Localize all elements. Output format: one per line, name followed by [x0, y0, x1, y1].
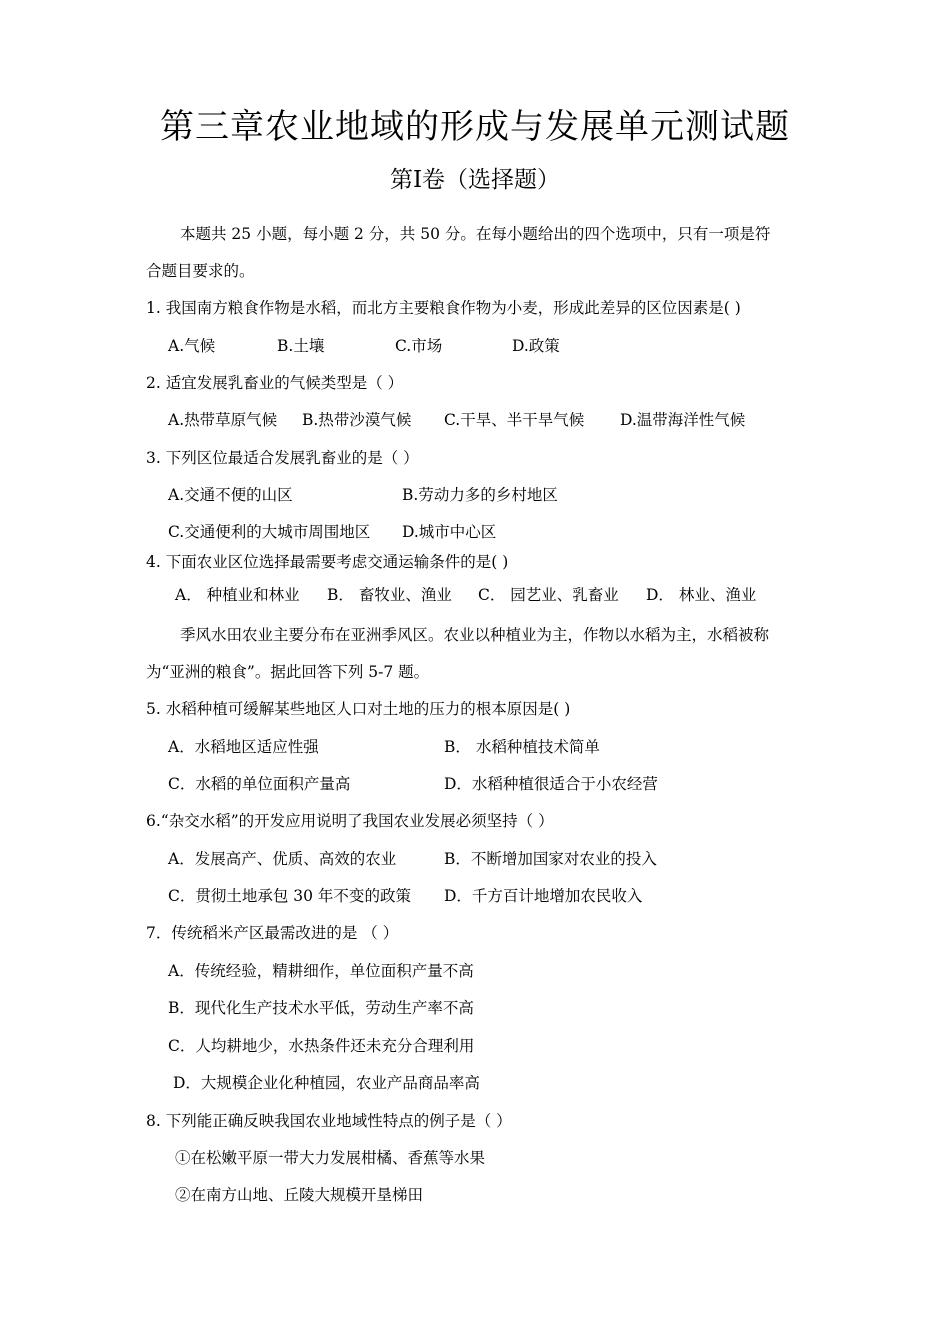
question-5-option-a: A．水稻地区适应性强	[168, 738, 319, 756]
question-2-option-c: C.干旱、半干旱气候	[444, 411, 585, 429]
question-8-item-1: ①在松嫩平原一带大力发展柑橘、香蕉等水果	[175, 1149, 486, 1167]
question-1-option-b: B.土壤	[277, 337, 325, 355]
question-4-option-a: A． 种植业和林业	[175, 586, 300, 604]
intro-line-1: 本题共 25 小题，每小题 2 分，共 50 分。在每小题给出的四个选项中，只有一项是符	[180, 225, 771, 243]
question-4-stem: 4. 下面农业区位选择最需要考虑交通运输条件的是( )	[146, 553, 509, 571]
question-2-option-b: B.热带沙漠气候	[302, 411, 412, 429]
question-3-option-b: B.劳动力多的乡村地区	[402, 486, 558, 504]
question-6-stem: 6.“杂交水稻”的开发应用说明了我国农业发展必须坚持（ ）	[146, 812, 554, 830]
question-4-option-b: B． 畜牧业、渔业	[327, 586, 452, 604]
question-1-option-c: C.市场	[395, 337, 443, 355]
question-1-option-a: A.气候	[168, 337, 216, 355]
question-6-option-b: B．不断增加国家对农业的投入	[444, 850, 657, 868]
question-5-option-b: B． 水稻种植技术简单	[444, 738, 600, 756]
question-2-option-a: A.热带草原气候	[168, 411, 278, 429]
question-7-option-c: C．人均耕地少，水热条件还未充分合理利用	[168, 1037, 475, 1055]
question-2-option-d: D.温带海洋性气候	[620, 411, 746, 429]
passage-line-1: 季风水田农业主要分布在亚洲季风区。农业以种植业为主，作物以水稻为主，水稻被称	[180, 626, 770, 644]
question-3-option-c: C.交通便利的大城市周围地区	[168, 523, 371, 541]
question-6-option-d: D．千方百计地增加农民收入	[444, 887, 643, 905]
page-title: 第三章农业地域的形成与发展单元测试题	[160, 107, 790, 147]
passage-line-2: 为“亚洲的粮食”。据此回答下列 5-7 题。	[146, 663, 430, 681]
question-5-stem: 5. 水稻种植可缓解某些地区人口对土地的压力的根本原因是( )	[146, 700, 571, 718]
question-5-option-d: D．水稻种植很适合于小农经营	[444, 775, 658, 793]
question-3-option-d: D.城市中心区	[402, 523, 497, 541]
question-5-option-c: C．水稻的单位面积产量高	[168, 775, 351, 793]
intro-line-2: 合题目要求的。	[146, 262, 255, 280]
question-4-option-d: D． 林业、渔业	[646, 586, 757, 604]
question-2-stem: 2. 适宜发展乳畜业的气候类型是（ ）	[146, 374, 404, 392]
question-1-option-d: D.政策	[512, 337, 560, 355]
question-8-stem: 8. 下列能正确反映我国农业地域性特点的例子是（ ）	[146, 1112, 512, 1130]
question-3-stem: 3. 下列区位最适合发展乳畜业的是（ ）	[146, 449, 419, 467]
question-6-option-c: C．贯彻土地承包 30 年不变的政策	[168, 887, 411, 905]
section-subtitle: 第Ⅰ卷（选择题）	[389, 167, 561, 193]
question-7-option-b: B．现代化生产技术水平低，劳动生产率不高	[168, 999, 474, 1017]
question-3-option-a: A.交通不便的山区	[168, 486, 293, 504]
question-1-stem: 1. 我国南方粮食作物是水稻，而北方主要粮食作物为小麦，形成此差异的区位因素是( )	[146, 299, 741, 317]
question-8-item-2: ②在南方山地、丘陵大规模开垦梯田	[175, 1186, 424, 1204]
question-7-option-d: D．大规模企业化种植园，农业产品商品率高	[173, 1074, 480, 1092]
question-6-option-a: A．发展高产、优质、高效的农业	[168, 850, 397, 868]
question-4-option-c: C． 园艺业、乳畜业	[478, 586, 619, 604]
question-7-stem: 7．传统稻米产区最需改进的是 （ ）	[146, 924, 399, 942]
question-7-option-a: A．传统经验，精耕细作，单位面积产量不高	[168, 962, 474, 980]
